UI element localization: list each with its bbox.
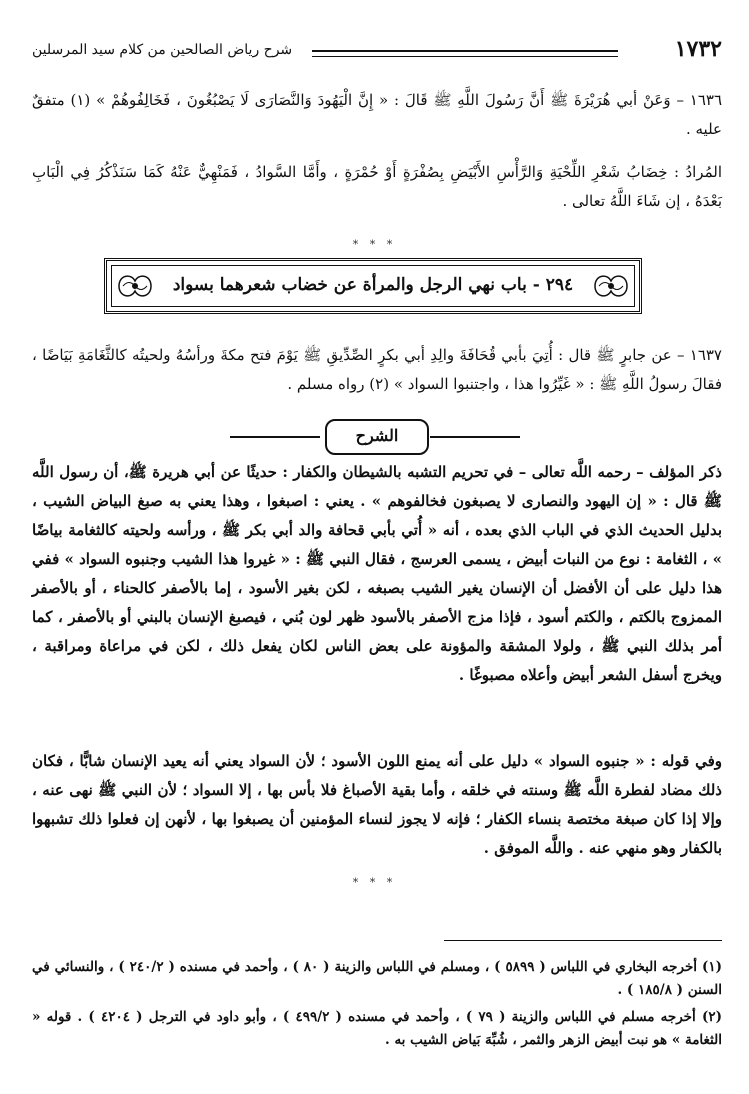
sharh-paragraph-2: وفي قوله : « جنبوه السواد » دليل على أنه يمنع اللون الأسود ؛ لأن السواد يعني أنه يعيد الإنسان شابًّا ، فكان ذلك مضاد لفطرة اللَّه ﷺ وسنته في خلقه ، وأما بقية الأصباغ فلا بأس بها ، إلا السواد ؛ لأن النبي ﷺ نهى عنه ، وإلا إذا كان صبغة مختصة بنساء الكفار ؛ فإنه لا يجوز لنساء المؤمنين أن يصبغوا بها ، لأنهن إن فعلوا ذلك تشبهوا بالكفار وهو منهي عنه . واللَّه الموفق . — [32, 752, 722, 857]
chapter-title-box — [104, 258, 642, 314]
sharh-line-left — [230, 436, 320, 438]
footnote-rule — [444, 940, 722, 941]
chapter-title: ٢٩٤ - باب نهي الرجل والمرأة عن خضاب شعرهما بسواد — [172, 275, 574, 295]
end-separator: * * * — [352, 876, 397, 889]
hadith-1636: ١٦٣٦ – وَعَنْ أبي هُرَيْرَةَ ﷺ أَنَّ رَسُولَ اللَّهِ ﷺ قَالَ : « إِنَّ الْيَهُودَ وَالنَّصَارَى لَا يَصْبُغُونَ ، فَخَالِفُوهُمْ » (١) متفقٌ عليه . — [32, 91, 723, 138]
header-rule — [312, 50, 618, 57]
ornament-left-icon — [115, 269, 155, 303]
book-title: شرح رياض الصالحين من كلام سيد المرسلين — [32, 42, 293, 58]
footnote-2: (٢) أخرجه مسلم في اللباس والزينة ( ٧٩ ) ، وأحمد في مسنده ( ٤٩٩/٢ ) ، وأبو داود في الترجل ( ٤٢٠٤ ) . قوله « الثغامة » هو نبت أبيض الزهر والثمر ، شُبِّهَ بَياض الشيب به . — [32, 1009, 722, 1048]
ornament-right-icon — [591, 269, 631, 303]
sharh-paragraph-1: ذكر المؤلف – رحمه اللَّه تعالى – في تحريم التشبه بالشيطان والكفار : حديثًا عن أبي هريرة ﷺ، أن رسول اللَّه ﷺ قال : « إن اليهود والنصارى لا يصبغون فخالفوهم » . يعني : اصبغوا ، وهذا يعني به صبغ البياض الشيب ، بدليل الحديث الذي في الباب الذي بعده ، أنه « أُتي بأبي قحافة والد أبي بكر ﷺ ، ورأسه ولحيته كالثغامة بياضًا » ، الثغامة : نوع من النبات أبيض ، يسمى العرسج ، فقال النبي ﷺ : « غيروا هذا الشيب وجنبوه السواد » ففي هذا دليل على أن الأفضل أن الإنسان يغير الشيب بصبغه ، لكن بغير الأسود ، إما بالأصفر كالحناء ، أو بالأصفر الممزوج بالكتم ، والكتم أسود ، فإذا مزج الأصفر بالأسود ظهر لون بُني ، فيصبغ الإنسان بالبني أو بالأصفر ، كما أمر بذلك النبي ﷺ ، ولولا المشقة والمؤونة على بعض الناس لكان يفعل ذلك ، لكن في مراعاة ومراقبة ، ويخرج أسفل الشعر أبيض وأعلاه مصبوغًا . — [32, 463, 722, 684]
page-number: ١٧٣٢ — [674, 36, 722, 62]
sharh-label: الشرح — [325, 419, 429, 455]
footnote-1: (١) أخرجه البخاري في اللباس ( ٥٨٩٩ ) ، ومسلم في اللباس والزينة ( ٨٠ ) ، وأحمد في مسنده ( ٢٤٠/٢ ) ، والنسائي في السنن ( ١٨٥/٨ ) . — [32, 959, 722, 998]
sharh-heading — [230, 419, 520, 455]
murad-paragraph: المُرادُ : خِضَابُ شَعْرِ اللِّحْيَةِ وَالرَّأْسِ الأَبْيَضِ بِصُفْرَةٍ أَوْ حُمْرَةٍ ، وأَمَّا السَّوادُ ، فَمَنْهِيٌّ عَنْهُ كَمَا سَنَذْكُرُ فِي الْبَابِ بَعْدَهُ ، إن شَاءَ اللَّهُ تعالى . — [32, 163, 722, 210]
sharh-line-right — [430, 436, 520, 438]
page-header — [32, 34, 722, 64]
hadith-1637: ١٦٣٧ – عن جابرٍ ﷺ قال : أُتِيَ بأبي قُحَافَةَ والِدِ أبي بكرٍ الصِّدِّيقِ ﷺ يَوْمَ فتح مكةَ ورأسُهُ ولحيتُه كالثَّغَامَةِ بَيَاضًا ، فقالَ رسولُ اللَّهِ ﷺ : « غَيِّرُوا هذا ، واجتنبوا السواد » (٢) رواه مسلم . — [32, 346, 722, 393]
section-separator: * * * — [352, 238, 397, 251]
